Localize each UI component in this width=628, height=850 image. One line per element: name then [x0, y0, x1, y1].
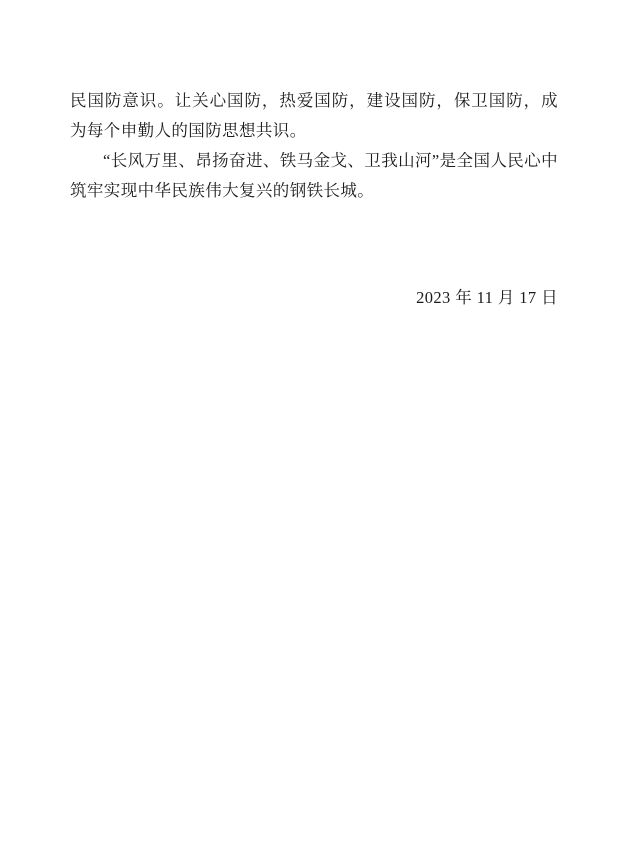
paragraph-1: 民国防意识。让关心国防，热爱国防，建设国防，保卫国防，成为每个申勤人的国防思想共识。 [70, 91, 558, 140]
document-body [70, 86, 558, 206]
document-date: 2023 年 11 月 17 日 [416, 288, 558, 307]
paragraph-2: “长风万里、昂扬奋进、铁马金戈、卫我山河”是全国人民心中筑牢实现中华民族伟大复兴的钢铁长城。 [70, 151, 558, 200]
